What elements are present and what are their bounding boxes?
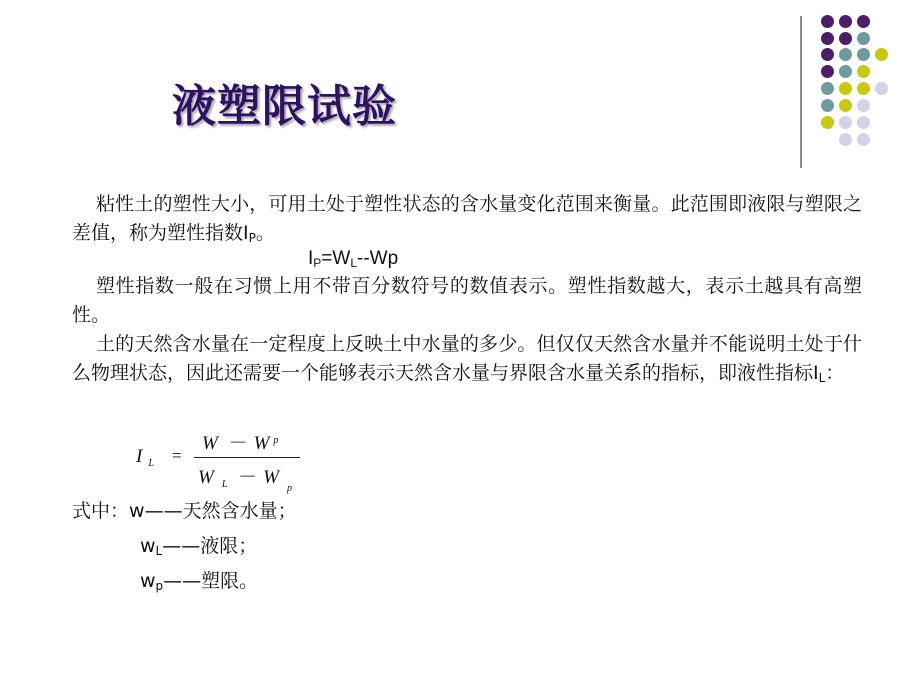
den-minus: － [238, 467, 258, 488]
definition-desc: ——液限； [162, 535, 258, 557]
paragraph-index-meaning: 塑性指数一般在习惯上用不带百分数符号的数值表示。塑性指数越大，表示土越具有高塑性。 [72, 275, 862, 326]
liquidity-index-formula [132, 422, 332, 494]
definition-sub: L [155, 544, 163, 558]
decor-dot [821, 99, 834, 112]
decor-dot [839, 133, 852, 146]
decor-dot [821, 116, 834, 129]
decor-dot [839, 82, 852, 95]
formula-mid-sub: L [350, 256, 358, 270]
punctuation: ： [825, 362, 845, 384]
definition-row [72, 496, 297, 531]
slide-title: 液塑限试验 [172, 81, 397, 132]
formula-lhs: I [308, 248, 314, 269]
decor-dot [875, 82, 888, 95]
decor-dot [821, 82, 834, 95]
formula-equals: = [172, 446, 182, 465]
definitions-lead: 式中： [72, 500, 130, 522]
subscript: L [818, 371, 826, 385]
den-wp: W [263, 467, 279, 488]
decor-dot [857, 133, 870, 146]
num-wp-sub: p [273, 435, 279, 446]
decorative-dot-grid [0, 0, 920, 170]
definitions-block [72, 496, 297, 601]
punctuation: 。 [255, 222, 275, 244]
paragraph-text: 粘性土的塑性大小，可用土处于塑性状态的含水量变化范围来衡量。此范围即液限与塑限之差值，称为塑性指数I [72, 193, 862, 244]
definition-desc: ——塑限。 [163, 570, 259, 592]
formula-numerator [202, 428, 278, 455]
decor-dot [821, 48, 834, 61]
den-w-sub: L [221, 479, 228, 490]
formula-denominator [198, 462, 292, 494]
definition-row [72, 566, 297, 601]
plasticity-index-formula [308, 248, 398, 270]
decor-dot [857, 15, 870, 28]
decor-dot [857, 32, 870, 45]
formula-il-lhs [136, 446, 154, 468]
decor-dot [839, 99, 852, 112]
decor-dot [857, 116, 870, 129]
definition-sub: p [155, 579, 164, 593]
definition-symbol: w [140, 535, 156, 557]
paragraph-liquidity [72, 330, 862, 393]
decor-dot [857, 65, 870, 78]
decor-dot [839, 48, 852, 61]
decor-dot [839, 15, 852, 28]
paragraph-text: 土的天然含水量在一定程度上反映土中水量的多少。但仅仅天然含水量并不能说明土处于什么物理状态，因此还需要一个能够表示天然含水量与界限含水量关系的指标，即液性指标I [72, 333, 862, 384]
num-wp: W [253, 433, 270, 454]
decor-dot [821, 15, 834, 28]
definition-symbol: w [129, 500, 145, 522]
decor-dot [857, 48, 870, 61]
definition-desc: ——天然含水量； [144, 500, 297, 522]
den-wp-sub: p [286, 483, 292, 494]
definition-symbol: w [140, 570, 156, 592]
formula-il-symbol: I [136, 446, 143, 467]
formula-lhs-sub: P [313, 256, 322, 270]
formula-rhs: --Wp [357, 248, 399, 269]
decor-dot [821, 65, 834, 78]
num-w: W [202, 433, 218, 454]
definition-row [72, 531, 297, 566]
den-w: W [198, 467, 214, 488]
decor-dot [839, 32, 852, 45]
decor-dot [821, 32, 834, 45]
formula-il-sub: L [148, 458, 154, 469]
formula-mid: =W [321, 248, 351, 269]
num-minus: － [228, 433, 248, 454]
decor-dot [875, 48, 888, 61]
decor-dot [839, 65, 852, 78]
decor-dot [857, 99, 870, 112]
subscript: P [248, 231, 256, 245]
decor-dot [857, 82, 870, 95]
vertical-divider [800, 16, 802, 168]
paragraph-plasticity [72, 190, 862, 253]
decor-dot [839, 116, 852, 129]
fraction-bar [194, 457, 300, 458]
